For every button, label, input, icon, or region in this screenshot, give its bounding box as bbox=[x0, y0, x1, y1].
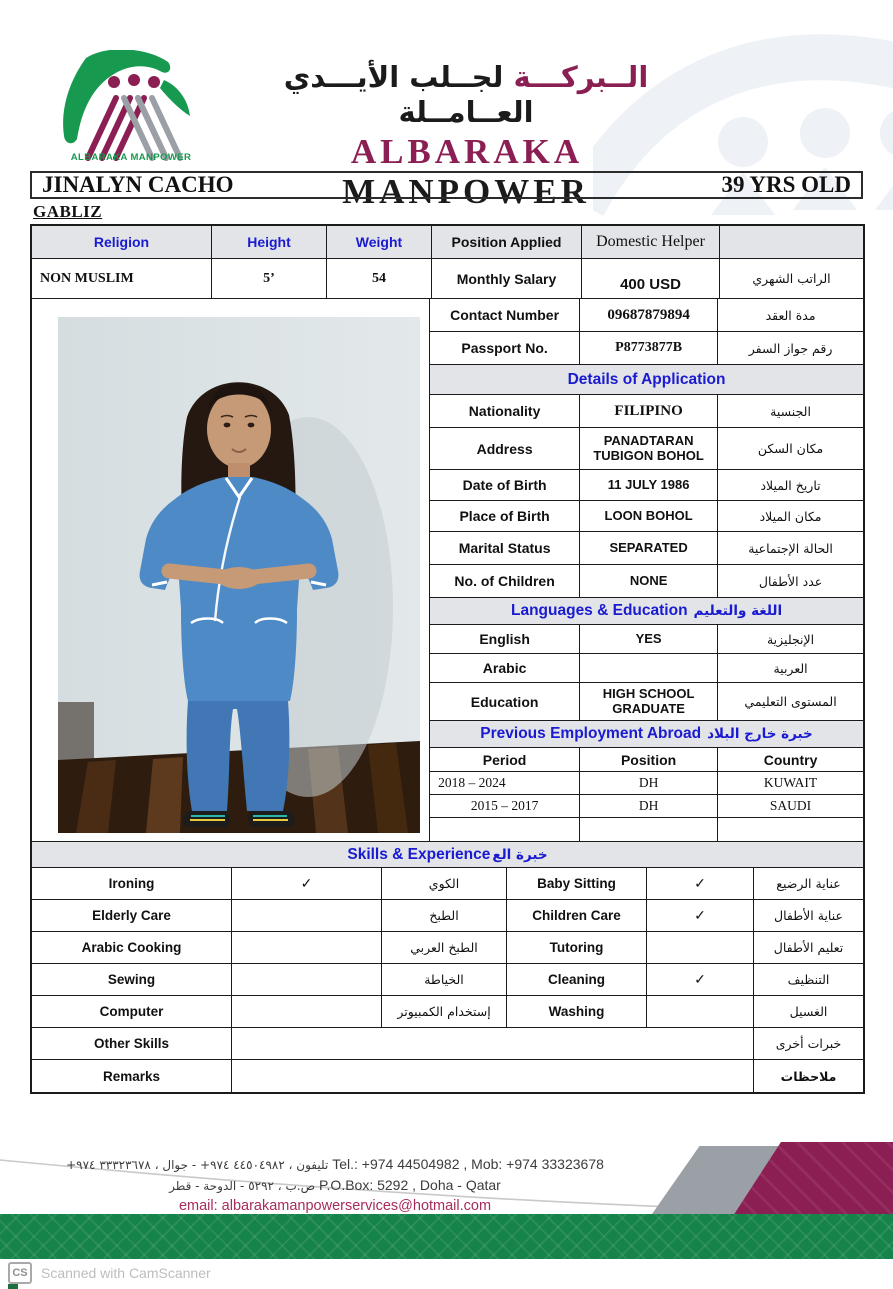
logo-caption: ALBARAKA MANPOWER bbox=[70, 152, 192, 163]
other-skills-value bbox=[232, 1028, 754, 1060]
skills-row-2 bbox=[32, 900, 863, 932]
contact-number-row bbox=[430, 299, 863, 332]
dob-row bbox=[430, 470, 863, 501]
dob-value: 11 JULY 1986 bbox=[580, 470, 718, 501]
height-header-cell: Height bbox=[212, 226, 327, 259]
cv-table bbox=[30, 224, 865, 1094]
english-label: English bbox=[430, 625, 580, 654]
skill-cleaning-label: Cleaning bbox=[507, 964, 647, 996]
languages-title: Languages & Education bbox=[510, 602, 688, 619]
remarks-label: Remarks bbox=[32, 1060, 232, 1092]
footer-pobox-line bbox=[0, 1175, 670, 1196]
arabic-label: Arabic bbox=[430, 654, 580, 683]
skills-row-5 bbox=[32, 996, 863, 1028]
other-skills-arabic: خبرات أخرى bbox=[754, 1028, 863, 1060]
remarks-arabic: ملاحظات bbox=[780, 1068, 837, 1084]
monthly-salary-label-cell: Monthly Salary bbox=[432, 259, 582, 299]
address-value: PANADTARAN TUBIGON BOHOL bbox=[580, 428, 718, 470]
marital-value: SEPARATED bbox=[580, 532, 718, 565]
arabic-row bbox=[430, 654, 863, 683]
skill-elderlycare-arabic: الطبخ bbox=[382, 900, 507, 932]
employment-title-arabic: خبرة خارج البلاد bbox=[707, 726, 813, 742]
skill-childrencare-label: Children Care bbox=[507, 900, 647, 932]
pob-value: LOON BOHOL bbox=[580, 501, 718, 532]
employment-row-1 bbox=[430, 772, 863, 795]
employment-1-period: 2018 – 2024 bbox=[430, 772, 580, 795]
contact-number-arabic: مدة العقد bbox=[718, 299, 863, 332]
skill-computer-arabic: إستخدام الكمبيوتر bbox=[382, 996, 507, 1028]
skills-row-3 bbox=[32, 932, 863, 964]
skill-elderlycare-label: Elderly Care bbox=[32, 900, 232, 932]
languages-title-arabic: اللغة والتعليم bbox=[693, 603, 783, 619]
brand-arabic-title bbox=[226, 60, 706, 130]
footer-pobox-english: P.O.Box: 5292 , Doha - Qatar bbox=[319, 1177, 501, 1193]
education-value: HIGH SCHOOL GRADUATE bbox=[580, 683, 718, 721]
brand-arabic-accent: الــبركـــة bbox=[513, 60, 649, 94]
albaraka-logo-icon bbox=[52, 50, 210, 168]
marital-label: Marital Status bbox=[430, 532, 580, 565]
details-title: Details of Application bbox=[430, 365, 863, 395]
skill-babysitting-arabic: عناية الرضيع bbox=[754, 868, 863, 900]
applicant-surname: GABLIZ bbox=[33, 202, 103, 221]
footer-green-band bbox=[0, 1214, 893, 1259]
employment-2-position: DH bbox=[580, 795, 718, 818]
passport-row bbox=[430, 332, 863, 365]
footer-email: email: albarakamanpowerservices@hotmail.com bbox=[178, 1198, 492, 1214]
skill-computer-label: Computer bbox=[32, 996, 232, 1028]
weight-value-cell: 54 bbox=[327, 259, 432, 299]
employment-3-position bbox=[580, 818, 718, 842]
skills-row-1 bbox=[32, 868, 863, 900]
pob-arabic: مكان الميلاد bbox=[718, 501, 863, 532]
skills-header-row bbox=[32, 842, 863, 868]
education-arabic: المستوى التعليمي bbox=[718, 683, 863, 721]
camscanner-icon: CS bbox=[8, 1262, 32, 1284]
camscanner-bar bbox=[8, 1262, 211, 1284]
other-skills-row bbox=[32, 1028, 863, 1060]
skill-ironing-label: Ironing bbox=[32, 868, 232, 900]
details-column bbox=[430, 299, 863, 842]
skill-babysitting-check: ✓ bbox=[647, 868, 754, 900]
dob-label: Date of Birth bbox=[430, 470, 580, 501]
skill-ironing-arabic: الكوي bbox=[382, 868, 507, 900]
skill-tutoring-check bbox=[647, 932, 754, 964]
english-arabic: الإنجليزية bbox=[718, 625, 863, 654]
languages-title-cell bbox=[430, 598, 863, 625]
passport-arabic: رقم جواز السفر bbox=[718, 332, 863, 365]
footer-tel-english: Tel.: +974 44504982 , Mob: +974 33323678 bbox=[332, 1156, 604, 1172]
employment-row-3 bbox=[430, 818, 863, 842]
other-skills-label: Other Skills bbox=[32, 1028, 232, 1060]
position-column-header: Position bbox=[580, 748, 718, 772]
skill-cleaning-arabic: التنظيف bbox=[754, 964, 863, 996]
monthly-salary-arabic-cell: الراتب الشهري bbox=[720, 259, 863, 299]
nationality-row bbox=[430, 395, 863, 428]
skill-elderlycare-check bbox=[232, 900, 382, 932]
skill-sewing-check bbox=[232, 964, 382, 996]
skill-arabiccooking-check bbox=[232, 932, 382, 964]
country-column-header: Country bbox=[718, 748, 863, 772]
address-arabic: مكان السكن bbox=[718, 428, 863, 470]
employment-1-country: KUWAIT bbox=[718, 772, 863, 795]
skill-babysitting-label: Baby Sitting bbox=[507, 868, 647, 900]
middle-section bbox=[32, 299, 863, 842]
footer-tel-line bbox=[0, 1154, 670, 1175]
period-column-header: Period bbox=[430, 748, 580, 772]
pob-label: Place of Birth bbox=[430, 501, 580, 532]
passport-value: P8773877B bbox=[580, 332, 718, 365]
position-value-cell: Domestic Helper bbox=[582, 226, 720, 259]
children-row bbox=[430, 565, 863, 598]
children-arabic: عدد الأطفال bbox=[718, 565, 863, 598]
footer-contact bbox=[0, 1154, 670, 1217]
employment-2-country: SAUDI bbox=[718, 795, 863, 818]
contact-number-value: 09687879894 bbox=[580, 299, 718, 332]
height-value-cell: 5’ bbox=[212, 259, 327, 299]
skills-title-arabic: خبرة الع bbox=[492, 846, 548, 863]
english-row bbox=[430, 625, 863, 654]
dob-arabic: تاريخ الميلاد bbox=[718, 470, 863, 501]
skill-childrencare-check: ✓ bbox=[647, 900, 754, 932]
camscanner-text: Scanned with CamScanner bbox=[41, 1265, 211, 1281]
top-header-row bbox=[32, 226, 863, 259]
position-applied-header-cell: Position Applied bbox=[432, 226, 582, 259]
marital-row bbox=[430, 532, 863, 565]
pob-row bbox=[430, 501, 863, 532]
english-value: YES bbox=[580, 625, 718, 654]
skills-title: Skills & Experience bbox=[347, 845, 491, 863]
brand-latin-accent: ALBARAKA bbox=[350, 131, 582, 171]
employment-title-cell bbox=[430, 721, 863, 748]
skill-tutoring-arabic: تعليم الأطفال bbox=[754, 932, 863, 964]
remarks-row bbox=[32, 1060, 863, 1092]
religion-header-cell: Religion bbox=[32, 226, 212, 259]
arabic-arabic: العربية bbox=[718, 654, 863, 683]
employment-row-2 bbox=[430, 795, 863, 818]
details-header-row bbox=[430, 365, 863, 395]
employment-header-row bbox=[430, 721, 863, 748]
applicant-photo bbox=[58, 317, 420, 833]
employment-title: Previous Employment Abroad bbox=[480, 725, 702, 742]
marital-arabic: الحالة الإجتماعية bbox=[718, 532, 863, 565]
skill-washing-label: Washing bbox=[507, 996, 647, 1028]
address-row bbox=[430, 428, 863, 470]
footer-tel-arabic: تليفون ، ٤٤٥٠٤٩٨٢ ٩٧٤+ - جوال ، ٣٣٣٢٣٦٧٨ ٩٧٤+ bbox=[66, 1158, 329, 1172]
weight-header-cell: Weight bbox=[327, 226, 432, 259]
religion-value-cell: NON MUSLIM bbox=[32, 259, 212, 299]
remarks-value bbox=[232, 1060, 754, 1092]
education-label: Education bbox=[430, 683, 580, 721]
arabic-value bbox=[580, 654, 718, 683]
brand-arabic-rest: لجــلب الأيـــدي العــامــلة bbox=[283, 60, 534, 129]
footer-pobox-arabic: ص.ب ، ٥٢٩٢ - الدوحة - قطر bbox=[169, 1179, 316, 1193]
applicant-age: 39 YRS OLD bbox=[721, 172, 851, 197]
nationality-value: FILIPINO bbox=[580, 395, 718, 428]
nationality-label: Nationality bbox=[430, 395, 580, 428]
skill-ironing-check: ✓ bbox=[232, 868, 382, 900]
name-bar bbox=[30, 171, 863, 199]
skill-childrencare-arabic: عناية الأطفال bbox=[754, 900, 863, 932]
children-label: No. of Children bbox=[430, 565, 580, 598]
top-header-empty-cell bbox=[720, 226, 863, 259]
children-value: NONE bbox=[580, 565, 718, 598]
skill-washing-check bbox=[647, 996, 754, 1028]
monthly-salary-value-cell: 400 USD bbox=[582, 259, 720, 299]
employment-3-period bbox=[430, 818, 580, 842]
contact-number-label: Contact Number bbox=[430, 299, 580, 332]
education-row bbox=[430, 683, 863, 721]
photo-cell bbox=[32, 299, 430, 842]
employment-2-period: 2015 – 2017 bbox=[430, 795, 580, 818]
nationality-arabic: الجنسية bbox=[718, 395, 863, 428]
passport-label: Passport No. bbox=[430, 332, 580, 365]
brand-latin-rest: MANPOWER bbox=[342, 171, 590, 211]
skill-tutoring-label: Tutoring bbox=[507, 932, 647, 964]
top-values-row bbox=[32, 259, 863, 299]
employment-columns-row bbox=[430, 748, 863, 772]
applicant-name: JINALYN CACHO bbox=[42, 172, 234, 197]
skill-arabiccooking-arabic: الطبخ العربي bbox=[382, 932, 507, 964]
employment-3-country bbox=[718, 818, 863, 842]
skills-title-cell bbox=[32, 842, 863, 868]
languages-header-row bbox=[430, 598, 863, 625]
skill-arabiccooking-label: Arabic Cooking bbox=[32, 932, 232, 964]
skill-computer-check bbox=[232, 996, 382, 1028]
skill-cleaning-check: ✓ bbox=[647, 964, 754, 996]
employment-1-position: DH bbox=[580, 772, 718, 795]
skill-washing-arabic: الغسيل bbox=[754, 996, 863, 1028]
skill-sewing-label: Sewing bbox=[32, 964, 232, 996]
address-label: Address bbox=[430, 428, 580, 470]
skill-sewing-arabic: الخياطة bbox=[382, 964, 507, 996]
skills-row-4 bbox=[32, 964, 863, 996]
